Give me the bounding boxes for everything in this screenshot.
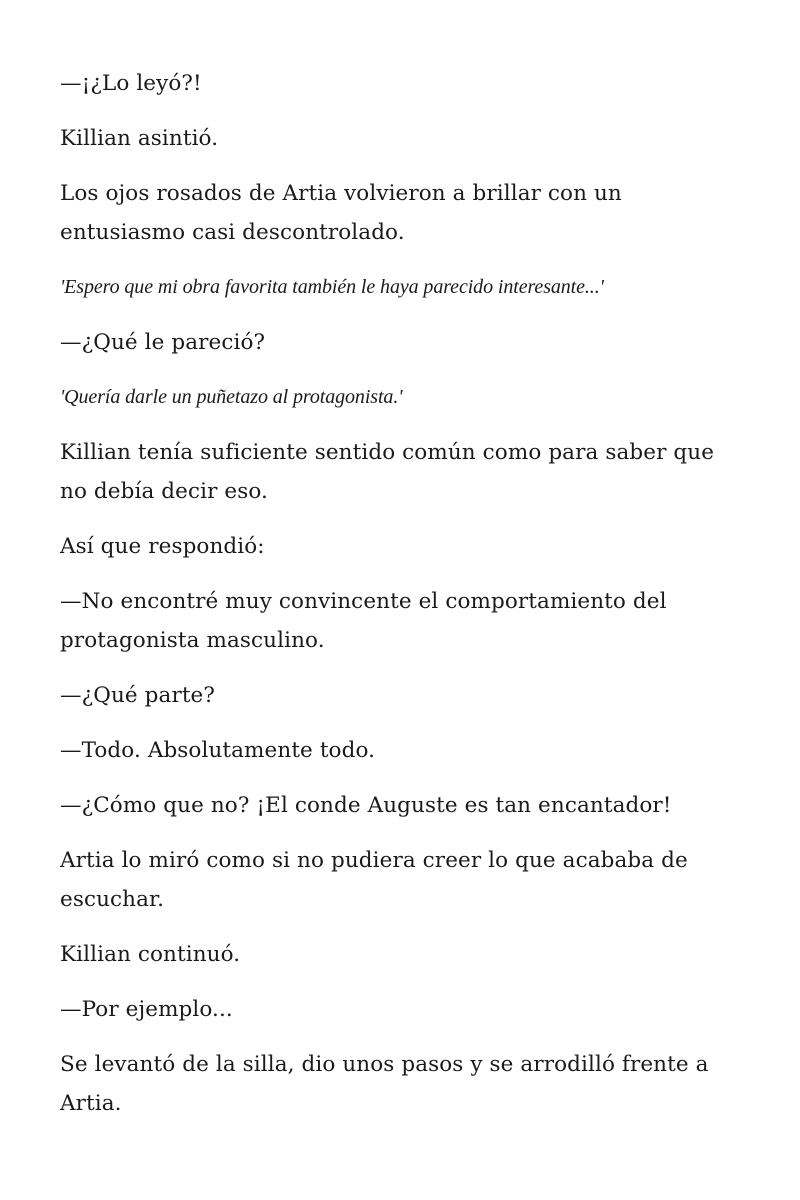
dialogue-line: —Todo. Absolutamente todo. [60,738,376,763]
inner-thought: 'Quería darle un puñetazo al protagonista.' [60,386,403,408]
narration-paragraph: Killian asintió. [60,126,219,151]
dialogue-line: —¿Qué parte? [60,683,216,708]
dialogue-line: —No encontré muy convincente el comportamiento del protagonista masculino. [60,589,667,653]
narration-paragraph: Killian continuó. [60,942,241,967]
dialogue-line: —¡¿Lo leyó?! [60,71,202,96]
dialogue-line: —¿Qué le pareció? [60,330,266,355]
narration-paragraph: Se levantó de la silla, dio unos pasos y se arrodilló frente a Artia. [60,1052,709,1116]
document-page [60,64,740,1139]
narration-paragraph: Artia lo miró como si no pudiera creer lo que acababa de escuchar. [60,848,688,912]
dialogue-line: —¿Cómo que no? ¡El conde Auguste es tan encantador! [60,793,672,818]
narration-paragraph: Killian tenía suficiente sentido común como para saber que no debía decir eso. [60,440,715,504]
dialogue-line: —Por ejemplo... [60,997,233,1022]
narration-paragraph: Los ojos rosados de Artia volvieron a brillar con un entusiasmo casi descontrolado. [60,181,622,245]
inner-thought: 'Espero que mi obra favorita también le haya parecido interesante...' [60,276,604,298]
narration-paragraph: Así que respondió: [60,534,265,559]
